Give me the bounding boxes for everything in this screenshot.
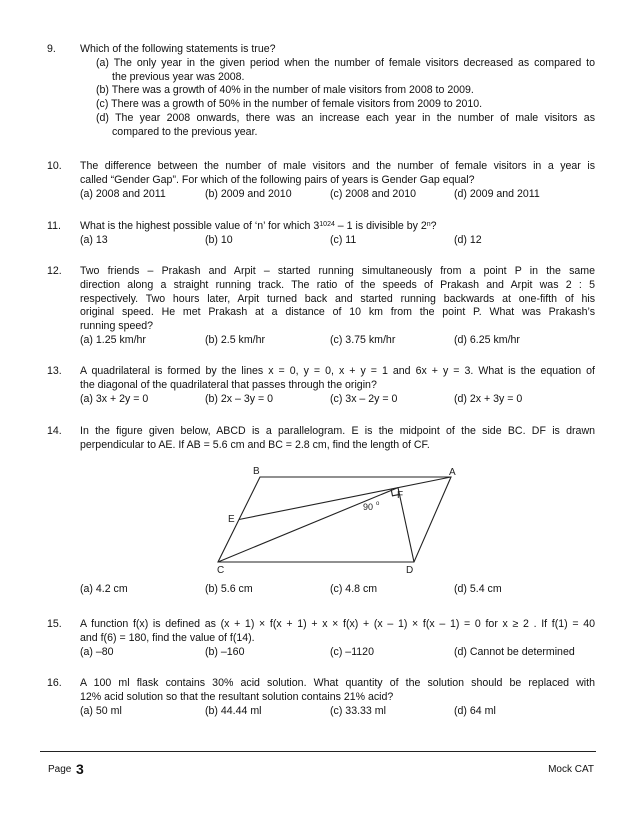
question-text: perpendicular to AE. If AB = 5.6 cm and BC = 2.8 cm, find the length of CF. xyxy=(80,438,430,451)
option-c: (c) 3.75 km/hr xyxy=(330,333,396,346)
degree-symbol: o xyxy=(376,501,380,507)
question-number: 14. xyxy=(47,425,62,437)
page-number: 3 xyxy=(76,761,84,777)
option-b: (b) 2009 and 2010 xyxy=(205,187,292,200)
option-c: (c) 2008 and 2010 xyxy=(330,187,416,200)
question-number: 11. xyxy=(47,220,61,232)
label-a: A xyxy=(449,467,456,478)
question-text: respectively. Two hours later, Arpit turned back and started running backwards at one-fifth of his xyxy=(80,292,595,305)
option-b: (b) 2.5 km/hr xyxy=(205,333,266,346)
statement-d-cont: compared to the previous year. xyxy=(112,125,258,138)
option-a: (a) 4.2 cm xyxy=(80,583,128,595)
question-text: 12% acid solution so that the resultant solution contains 21% acid? xyxy=(80,690,394,703)
option-b: (b) –160 xyxy=(205,645,245,658)
question-number: 10. xyxy=(47,160,62,172)
question-text: A quadrilateral is formed by the lines x = 0, y = 0, x + y = 1 and 6x + y = 3. What is the equation of xyxy=(80,365,595,377)
option-d: (d) 64 ml xyxy=(454,704,496,717)
option-d: (d) 12 xyxy=(454,233,482,246)
question-number: 16. xyxy=(47,677,62,689)
label-f: F xyxy=(397,490,404,501)
label-e: E xyxy=(228,514,235,525)
statement-a-cont: the previous year was 2008. xyxy=(112,70,245,83)
option-d: (d) 6.25 km/hr xyxy=(454,333,520,346)
question-text: direction along a straight running track. The ratio of the speeds of Prakash and Arpit was 2 : 5 xyxy=(80,278,595,291)
exponent: n xyxy=(426,221,431,228)
question-text: A function f(x) is defined as (x + 1) × f(x + 1) + x × f(x) + (x – 1) × f(x – 1) = 0 for x ≥ 2 . If f(1) = 40 xyxy=(80,618,595,630)
options-row xyxy=(80,583,595,597)
question-text: In the figure given below, ABCD is a parallelogram. E is the midpoint of the side BC. DF is drawn xyxy=(80,425,595,437)
options-row xyxy=(80,646,595,660)
question-text: called “Gender Gap”. For which of the following pairs of years is Gender Gap equal? xyxy=(80,173,475,186)
page-label: Page xyxy=(48,764,72,775)
option-d: (d) Cannot be determined xyxy=(454,645,575,658)
option-a: (a) 13 xyxy=(80,233,108,246)
option-c: (c) 33.33 ml xyxy=(330,704,386,717)
options-row xyxy=(80,705,595,719)
segment-ea xyxy=(239,477,451,520)
options-row xyxy=(80,393,595,407)
question-text: the diagonal of the quadrilateral that passes through the origin? xyxy=(80,378,377,391)
option-a: (a) 50 ml xyxy=(80,704,122,717)
option-b: (b) 10 xyxy=(205,233,233,246)
option-b: (b) 5.6 cm xyxy=(205,583,253,595)
exponent: 1024 xyxy=(319,221,335,228)
statement-c: (c) There was a growth of 50% in the number of female visitors from 2009 to 2010. xyxy=(96,98,483,111)
options-row xyxy=(80,234,595,248)
segment-cf xyxy=(218,488,398,562)
footer-divider xyxy=(40,751,596,752)
parallelogram-figure xyxy=(200,460,470,580)
footer-title: Mock CAT xyxy=(548,764,594,775)
question-text: Two friends – Prakash and Arpit – started running simultaneously from a point P in the same xyxy=(80,265,595,277)
angle-label: 90 xyxy=(363,502,374,512)
option-c: (c) 11 xyxy=(330,233,357,246)
option-a: (a) –80 xyxy=(80,645,114,658)
option-d: (d) 5.4 cm xyxy=(454,583,502,595)
option-a: (a) 3x + 2y = 0 xyxy=(80,392,149,405)
statement-d: (d) The year 2008 onwards, there was an increase each year in the number of male visitors as xyxy=(96,111,595,124)
option-c: (c) 3x – 2y = 0 xyxy=(330,392,398,405)
option-c: (c) 4.8 cm xyxy=(330,583,378,595)
question-text: What is the highest possible value of ‘n’ for which $3^{1024} - 1$ is divisible by 2$^n$? xyxy=(80,220,437,232)
question-number: 13. xyxy=(47,365,62,377)
question-text: running speed? xyxy=(80,320,154,333)
question-text: The difference between the number of male visitors and the number of female visitors in a year is xyxy=(80,160,595,172)
label-b: B xyxy=(253,466,260,477)
option-d: (d) 2009 and 2011 xyxy=(454,187,540,200)
question-number: 15. xyxy=(47,618,62,630)
label-c: C xyxy=(217,565,225,576)
options-row xyxy=(80,188,595,202)
question-text: and f(6) = 180, find the value of f(14). xyxy=(80,631,255,644)
option-c: (c) –1120 xyxy=(330,645,374,658)
statement-b: (b) There was a growth of 40% in the number of male visitors from 2008 to 2009. xyxy=(96,84,474,97)
parallelogram-abcd xyxy=(218,477,451,562)
options-row xyxy=(80,334,595,348)
question-text: A 100 ml flask contains 30% acid solution. What quantity of the solution should be replaced with xyxy=(80,677,595,689)
question-number: 9. xyxy=(47,43,56,55)
question-text: original speed. He met Prakash at a distance of 10 km from the point P. What was Prakash’s xyxy=(80,306,595,319)
question-number: 12. xyxy=(47,265,62,277)
option-b: (b) 2x – 3y = 0 xyxy=(205,392,274,405)
option-a: (a) 1.25 km/hr xyxy=(80,333,146,346)
label-d: D xyxy=(406,565,414,576)
option-d: (d) 2x + 3y = 0 xyxy=(454,392,523,405)
option-a: (a) 2008 and 2011 xyxy=(80,187,166,200)
option-b: (b) 44.44 ml xyxy=(205,704,262,717)
statement-a: (a) The only year in the given period when the number of female visitors decreased as compared to xyxy=(96,56,595,69)
question-text: Which of the following statements is true? xyxy=(80,43,276,55)
